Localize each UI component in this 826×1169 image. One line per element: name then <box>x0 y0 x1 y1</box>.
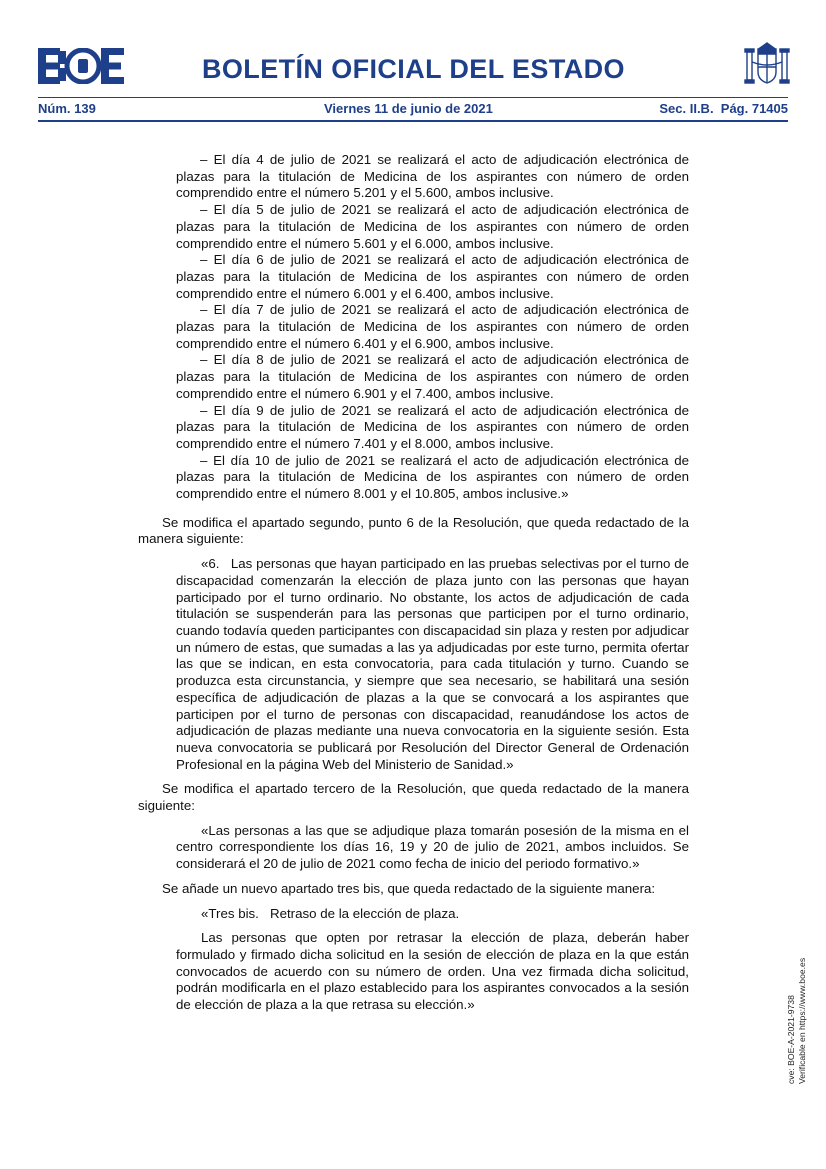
list-item: – El día 5 de julio de 2021 se realizará el acto de adjudicación electrónica de plazas para la titulación de Medicina de los aspirantes con número de orden comprendido entre el número 5.601 y el 6.000, ambos inclusive. <box>176 202 689 251</box>
issue-number: Núm. 139 <box>38 101 96 116</box>
list-item: – El día 10 de julio de 2021 se realizará el acto de adjudicación electrónica de plazas para la titulación de Medicina de los aspirantes con número de orden comprendido entre el número 8.001 y el 10.805, ambos inclusive.» <box>176 452 689 502</box>
tres-bis-text: Las personas que opten por retrasar la elección de plaza, deberán haber formulado y firmado dicha solicitud en la sesión de elección de plaza en la que están convocados de acuerdo con su número de orden. Una vez firmada dicha solicitud, podrán modificarla en el plazo establecido para los aspirantes convocados a la sesión de elección de plaza a la que retrasa su elección.» <box>176 930 689 1013</box>
list-item: – El día 7 de julio de 2021 se realizará el acto de adjudicación electrónica de plazas para la titulación de Medicina de los aspirantes con número de orden comprendido entre el número 6.401 y el 6.900, ambos inclusive. <box>176 302 689 351</box>
list-item: – El día 8 de julio de 2021 se realizará el acto de adjudicación electrónica de plazas para la titulación de Medicina de los aspirantes con número de orden comprendido entre el número 6.901 y el 7.400, ambos inclusive. <box>176 352 689 401</box>
tres-bis-heading: «Tres bis. Retraso de la elección de plaza. <box>201 905 460 921</box>
paragraph-mod-segundo: Se modifica el apartado segundo, punto 6 de la Resolución, que queda redactado de la manera siguiente: <box>138 514 689 547</box>
page-title: BOLETÍN OFICIAL DEL ESTADO <box>202 54 625 84</box>
issue-date: Viernes 11 de junio de 2021 <box>324 101 493 116</box>
cve-code: cve: BOE-A-2021-9738 <box>786 995 796 1084</box>
verification-note <box>786 939 812 1084</box>
header-rule-bottom <box>38 120 788 122</box>
list-item: – El día 6 de julio de 2021 se realizará el acto de adjudicación electrónica de plazas para la titulación de Medicina de los aspirantes con número de orden comprendido entre el número 6.001 y el 6.400, ambos inclusive. <box>176 252 689 301</box>
header-rule-top <box>38 97 788 98</box>
quote-block-tercero <box>138 823 689 873</box>
adjudication-list <box>138 152 689 503</box>
section-page: Sec. II.B. Pág. 71405 <box>659 101 788 116</box>
boe-logo-icon <box>38 48 124 84</box>
quote-block-tres-bis <box>138 906 689 1014</box>
paragraph-tres-bis: Se añade un nuevo apartado tres bis, que queda redactado de la siguiente manera: <box>162 880 656 896</box>
verify-link[interactable]: Verificable en https://www.boe.es <box>797 957 807 1084</box>
quote-block-6 <box>138 556 689 773</box>
coat-of-arms-icon <box>744 40 790 90</box>
paragraph-mod-tercero: Se modifica el apartado tercero de la Resolución, que queda redactado de la manera siguiente: <box>138 781 689 814</box>
list-item: – El día 9 de julio de 2021 se realizará el acto de adjudicación electrónica de plazas para la titulación de Medicina de los aspirantes con número de orden comprendido entre el número 7.401 y el 8.000, ambos inclusive. <box>176 402 689 451</box>
quote-tercero: «Las personas a las que se adjudique plaza tomarán posesión de la misma en el centro correspondiente los días 16, 19 y 20 de julio de 2021, ambos incluidos. Se considerará el 20 de julio de 2021 como fecha de inicio del periodo formativo.» <box>176 822 689 872</box>
quote-6: «6. Las personas que hayan participado en las pruebas selectivas por el turno de discapacidad comenzarán la elección de plaza junto con las personas que hayan participado por el turno ordinario. No obstante, los actos de adjudicación de cada titulación se suspenderán para las personas que participen por el turno ordinario, cuando todavía queden participantes con discapacidad sin plaza y resten por adjudicar un número de estas, que sumadas a las ya adjudicadas por este turno, permita ofertar las que se indican, en esta convocatoria, para cada titulación y turno. Cuando se produzca esta circunstancia, y siempre que sea necesario, se habilitará una sesión específica de adjudicación de plazas a la que se convocará a los aspirantes que participen por el turno de personas con discapacidad, reanudándose los actos de adjudicación de plazas mediante una nueva convocatoria en la siguiente sesión. Esta nueva convocatoria se publicará por Resolución del Director General de Ordenación Profesional en la página Web del Ministerio de Sanidad.» <box>176 556 689 772</box>
list-item: – El día 4 de julio de 2021 se realizará el acto de adjudicación electrónica de plazas para la titulación de Medicina de los aspirantes con número de orden comprendido entre el número 5.201 y el 5.600, ambos inclusive. <box>176 152 689 201</box>
document-body <box>138 152 689 1014</box>
